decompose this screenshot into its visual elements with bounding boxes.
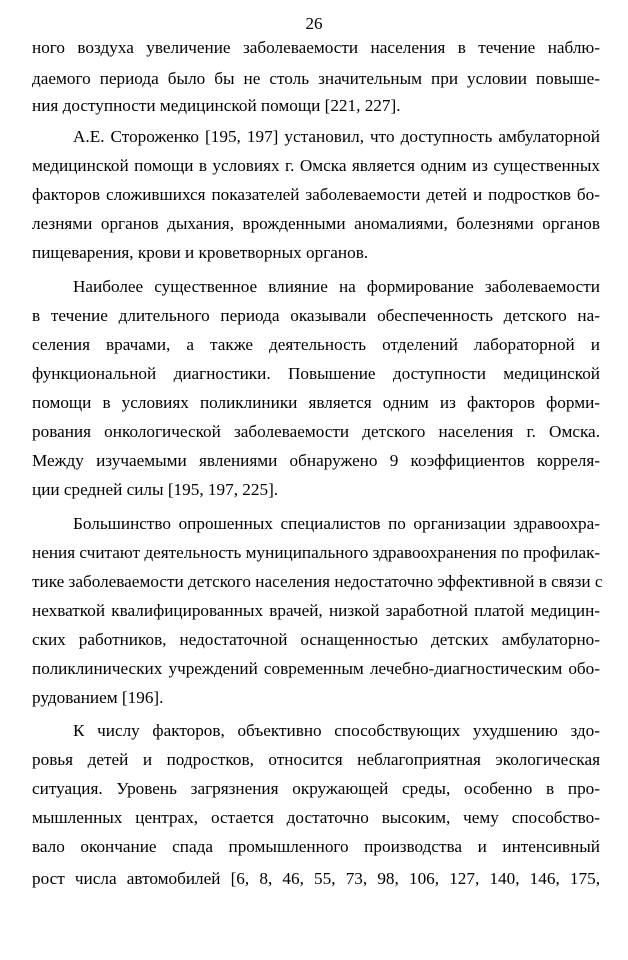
text-line: факторов сложившихся показателей заболеваемости детей и подростков бо- bbox=[32, 185, 600, 204]
text-line: вало окончание спада промышленного производства и интенсивный bbox=[32, 837, 600, 856]
text-line: ции средней силы [195, 197, 225]. bbox=[32, 480, 279, 499]
paragraph-first-line: Большинство опрошенных специалистов по организации здравоохра- bbox=[73, 514, 600, 533]
text-line: ситуация. Уровень загрязнения окружающей среды, особенно в про- bbox=[32, 779, 600, 798]
text-line: рост числа автомобилей [6, 8, 46, 55, 73, 98, 106, 127, 140, 146, 175, bbox=[32, 869, 600, 888]
text-line: ного воздуха увеличение заболеваемости населения в течение наблю- bbox=[32, 38, 600, 57]
text-line: ских работников, недостаточной оснащенностью детских амбулаторно- bbox=[32, 630, 600, 649]
text-line: селения врачами, а также деятельность отделений лабораторной и bbox=[32, 335, 600, 354]
text-line: в течение длительного периода оказывали обеспеченность детского на- bbox=[32, 306, 600, 325]
text-line: пищеварения, крови и кроветворных органов. bbox=[32, 243, 369, 262]
paragraph-first-line: Наиболее существенное влияние на формирование заболеваемости bbox=[73, 277, 600, 296]
text-line: даемого периода было бы не столь значительным при условии повыше- bbox=[32, 69, 600, 88]
text-line: нения считают деятельность муниципального здравоохранения по профилак- bbox=[32, 543, 601, 562]
text-line: тике заболеваемости детского населения недостаточно эффективной в связи с bbox=[32, 572, 603, 591]
page-number: 26 bbox=[305, 14, 323, 33]
text-line: ровья детей и подростков, относится неблагоприятная экологическая bbox=[32, 750, 600, 769]
text-line: поликлинических учреждений современным лечебно-диагностическим обо- bbox=[32, 659, 600, 678]
paragraph-first-line: А.Е. Стороженко [195, 197] установил, что доступность амбулаторной bbox=[73, 127, 600, 146]
text-line: рудованием [196]. bbox=[32, 688, 164, 707]
paragraph-first-line: К числу факторов, объективно способствующих ухудшению здо- bbox=[73, 721, 600, 740]
text-line: нехваткой квалифицированных врачей, низкой заработной платой медицин- bbox=[32, 601, 600, 620]
text-line: лезнями органов дыхания, врожденными аномалиями, болезнями органов bbox=[32, 214, 600, 233]
text-line: рования онкологической заболеваемости детского населения г. Омска. bbox=[32, 422, 600, 441]
text-line: мышленных центрах, остается достаточно высоким, чему способство- bbox=[32, 808, 600, 827]
text-line: ния доступности медицинской помощи [221, 227]. bbox=[32, 96, 401, 115]
text-line: Между изучаемыми явлениями обнаружено 9 коэффициентов корреля- bbox=[32, 451, 600, 470]
text-line: помощи в условиях поликлиники является одним из факторов форми- bbox=[32, 393, 600, 412]
text-line: функциональной диагностики. Повышение доступности медицинской bbox=[32, 364, 600, 383]
text-line: медицинской помощи в условиях г. Омска является одним из существенных bbox=[32, 156, 600, 175]
